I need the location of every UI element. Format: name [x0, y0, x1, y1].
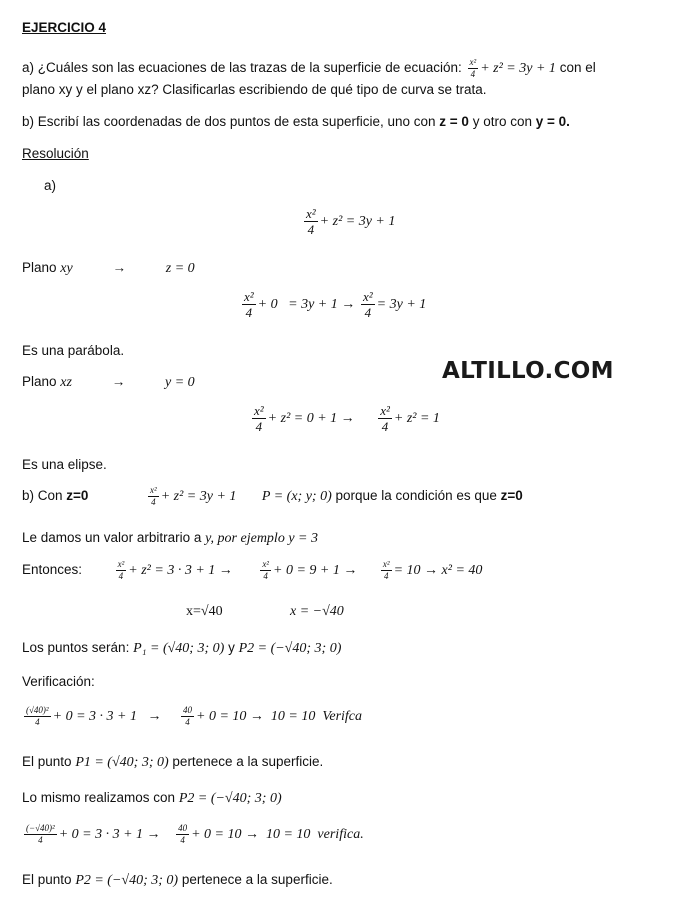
- main-equation: $\frac{\text{x²}}{4}$ + z² = 3y + 1: [306, 206, 396, 237]
- part-a-label: a): [44, 178, 57, 193]
- question-b-mid: y otro con: [472, 114, 532, 129]
- question-b-y: y = 0.: [535, 114, 570, 129]
- equation: + z² = 3y + 1: [480, 61, 556, 77]
- verificacion-heading: Verificación:: [22, 674, 95, 689]
- watermark-logo: ALTILLO.COM: [442, 358, 614, 384]
- parabola-text: Es una parábola.: [22, 343, 125, 358]
- verification-2: $\frac{\text{(−√40)²}}{4}$ + 0 = 3 · 3 + 1 → $\frac{40}{4}$ + 0 = 10 → 10 = 10 verifica.: [26, 823, 364, 845]
- x-negative: x = −√40: [290, 604, 344, 619]
- question-a-text-end: con el: [559, 60, 596, 76]
- x-positive: x=√40: [186, 604, 223, 619]
- question-b-text: b) Escribí las coordenadas de dos puntos de esta superficie, uno con: [22, 114, 436, 129]
- plano-xy-line: Plano xy → z = 0: [22, 260, 195, 276]
- fraction: $\frac{\text{x²}}{4}$: [469, 57, 477, 79]
- question-a-line1: [22, 58, 596, 79]
- page-title: EJERCICIO 4: [22, 20, 107, 35]
- resolucion-heading: Resolución: [22, 146, 89, 161]
- punto1-line: El punto P1 = (√40; 3; 0) pertenece a la superficie.: [22, 754, 324, 770]
- question-a-line2: plano xy y el plano xz? Clasificarlas escribiendo de qué tipo de curva se trata.: [22, 82, 487, 97]
- question-b-z: z = 0: [439, 114, 469, 129]
- mismo-line: Lo mismo realizamos con P2 = (−√40; 3; 0): [22, 790, 282, 806]
- entonces-line: Entonces: $\frac{\text{x²}}{4}$ + z² = 3 · 3 + 1 → $\frac{\text{x²}}{4}$ + 0 = 9 + 1 → $\frac{\text{x²}}{4}$ = 10 → x² = 40: [22, 559, 483, 581]
- trace-xy-equation: $\frac{\text{x²}}{4}$ + 0 = 3y + 1 → $\frac{\text{x²}}{4}$ = 3y + 1: [244, 289, 427, 320]
- punto2-line: El punto P2 = (−√40; 3; 0) pertenece a la superficie.: [22, 872, 333, 888]
- verification-1: $\frac{\text{(√40)²}}{4}$ + 0 = 3 · 3 + 1 → $\frac{40}{4}$ + 0 = 10 → 10 = 10 Verifca: [26, 705, 363, 727]
- question-b: [22, 114, 570, 129]
- plano-xz-line: Plano xz → y = 0: [22, 374, 195, 390]
- part-b-line: b) Con z=0 $\frac{\text{x²}}{4}$ + z² = 3y + 1 P = (x; y; 0) porque la condición es que z=0: [22, 485, 523, 507]
- valor-line: Le damos un valor arbitrario a y, por ejemplo y = 3: [22, 530, 318, 546]
- question-a-text: a) ¿Cuáles son las ecuaciones de las trazas de la superficie de ecuación:: [22, 60, 462, 76]
- puntos-line: Los puntos serán: P₁ = (√40; 3; 0) y P2 = (−√40; 3; 0): [22, 640, 342, 656]
- trace-xz-equation: $\frac{\text{x²}}{4}$ + z² = 0 + 1 → $\frac{\text{x²}}{4}$ + z² = 1: [254, 403, 440, 434]
- elipse-text: Es una elipse.: [22, 457, 107, 472]
